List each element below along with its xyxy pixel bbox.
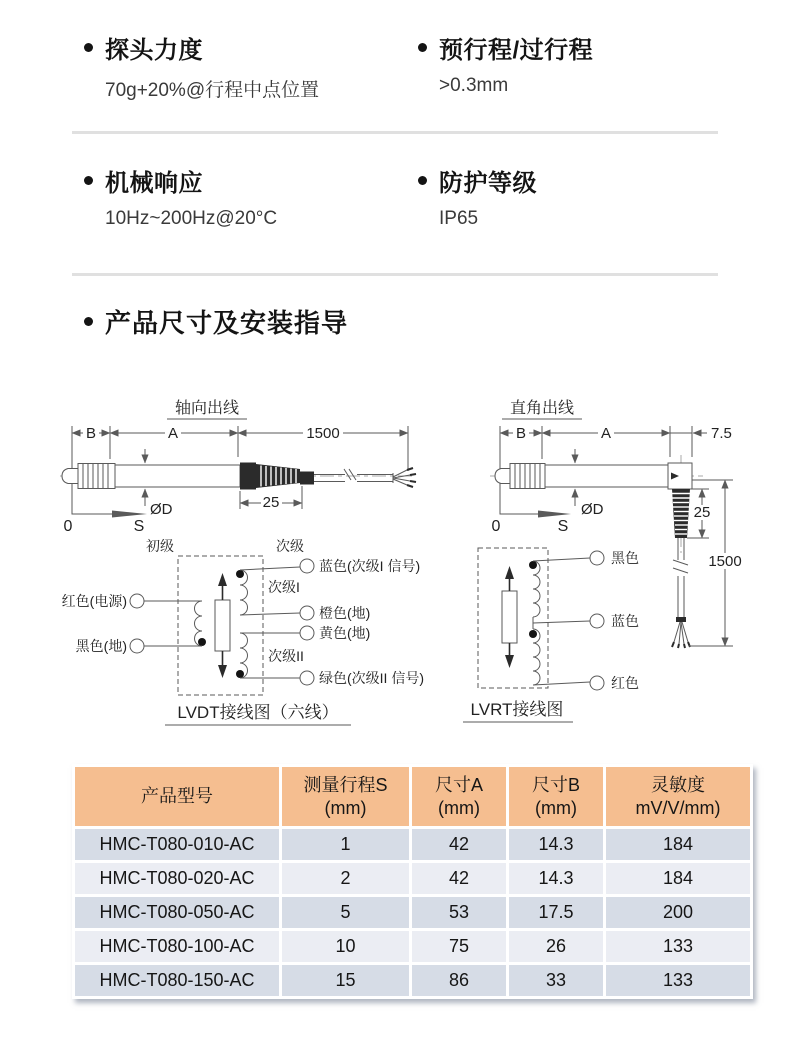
cell-dim-a: 42 <box>412 863 506 894</box>
cell-model: HMC-T080-020-AC <box>75 863 279 894</box>
wire-black-label: 黑色(地) <box>75 638 127 654</box>
sensor-body-tube <box>115 465 240 487</box>
secondary2-label: 次级II <box>268 648 304 664</box>
thread-section <box>78 464 115 489</box>
core <box>215 600 230 651</box>
wire-yellow-label: 黄色(地) <box>319 625 371 641</box>
secondary-label: 次级 <box>276 538 304 554</box>
cell-sensitivity: 133 <box>606 965 750 996</box>
right-angle-diagram-title: 直角出线 <box>509 400 575 417</box>
cell-sensitivity: 184 <box>606 863 750 894</box>
cable <box>672 538 690 648</box>
wire-red-label: 红色 <box>611 675 639 691</box>
spec-item-pretravel <box>418 30 738 97</box>
cell-travel: 15 <box>282 965 409 996</box>
cell-travel: 1 <box>282 829 409 860</box>
cell-dim-a: 86 <box>412 965 506 996</box>
terminal-green <box>300 671 314 685</box>
terminal-blue <box>590 614 604 628</box>
lvdt-wiring-diagram <box>62 538 424 725</box>
table-row <box>75 829 750 860</box>
primary-label: 初级 <box>146 538 174 554</box>
cell-dim-a: 53 <box>412 897 506 928</box>
dim-a-label: A <box>167 425 179 442</box>
header-sensitivity: 灵敏度 mV/V/mm) <box>606 767 750 826</box>
strain-relief-boot <box>256 464 300 488</box>
cable-gland <box>240 463 256 490</box>
table-header-row <box>75 767 750 826</box>
header-dim-b: 尺寸B (mm) <box>509 767 603 826</box>
probe-tip <box>62 469 78 484</box>
axial-outlet-diagram <box>60 399 416 535</box>
core <box>502 591 517 643</box>
axial-diagram-title: 轴向出线 <box>174 400 240 417</box>
header-travel: 测量行程S (mm) <box>282 767 409 826</box>
dim-cable-label: 1500 <box>306 425 340 442</box>
bullet-icon <box>418 43 427 52</box>
spec-value: >0.3mm <box>439 75 509 96</box>
dim-diameter-label: ØD <box>581 501 604 518</box>
sensor-body-tube <box>545 465 668 487</box>
bullet-icon <box>418 176 427 185</box>
stroke-label: S <box>557 518 569 535</box>
cell-dim-b: 14.3 <box>509 863 603 894</box>
wire-blue-label: 蓝色 <box>611 613 639 629</box>
thread-section <box>510 464 545 489</box>
cable <box>314 468 416 487</box>
stroke-label: S <box>133 518 145 535</box>
table-row <box>75 863 750 894</box>
terminal-yellow <box>300 626 314 640</box>
divider <box>72 131 718 134</box>
header-dim-a: 尺寸A (mm) <box>412 767 506 826</box>
lvdt-caption: LVDT接线图（六线） <box>177 703 339 722</box>
table-row <box>75 965 750 996</box>
table-row <box>75 897 750 928</box>
lvrt-caption: LVRT接线图 <box>470 700 564 719</box>
terminal-black <box>590 551 604 565</box>
dim-b-label: B <box>85 425 97 442</box>
dim-b-label: B <box>515 425 527 442</box>
cell-sensitivity: 133 <box>606 931 750 962</box>
wire-red-label: 红色(电源) <box>61 593 127 609</box>
cell-dim-b: 33 <box>509 965 603 996</box>
dim-diameter-label: ØD <box>150 501 173 518</box>
coil-upper <box>533 561 540 617</box>
dim-relief-label: 25 <box>693 504 711 521</box>
terminal-red <box>130 594 144 608</box>
origin-label: 0 <box>491 518 501 535</box>
bullet-icon <box>84 43 93 52</box>
spec-label: 机械响应 <box>105 170 203 197</box>
strain-relief-boot <box>672 489 690 538</box>
lvrt-wiring-diagram <box>463 548 639 722</box>
cell-travel: 2 <box>282 863 409 894</box>
cell-model: HMC-T080-150-AC <box>75 965 279 996</box>
cell-travel: 5 <box>282 897 409 928</box>
origin-label: 0 <box>63 518 73 535</box>
terminal-blue <box>300 559 314 573</box>
probe-tip <box>495 469 510 484</box>
spec-label: 防护等级 <box>439 170 537 197</box>
spec-label: 探头力度 <box>105 37 203 64</box>
bullet-icon <box>84 176 93 185</box>
dim-cable-label: 1500 <box>708 553 742 570</box>
cell-dim-b: 26 <box>509 931 603 962</box>
cell-sensitivity: 184 <box>606 829 750 860</box>
bullet-icon <box>84 317 93 326</box>
wire-black-label: 黑色 <box>611 550 639 566</box>
spec-value: 70g+20%@行程中点位置 <box>105 80 320 101</box>
wire-orange-label: 橙色(地) <box>319 605 371 621</box>
cell-model: HMC-T080-050-AC <box>75 897 279 928</box>
cell-dim-a: 75 <box>412 931 506 962</box>
spec-value: IP65 <box>439 208 479 229</box>
cell-dim-b: 14.3 <box>509 829 603 860</box>
cell-model: HMC-T080-010-AC <box>75 829 279 860</box>
spec-value: 10Hz~200Hz@20°C <box>105 208 278 229</box>
spec-label: 预行程/过行程 <box>439 37 594 64</box>
divider <box>72 273 718 276</box>
section-title: 产品尺寸及安装指导 <box>105 308 349 338</box>
section-title-row <box>84 303 348 340</box>
dim-a-label: A <box>600 425 612 442</box>
dim-offset-label: 7.5 <box>711 425 732 442</box>
cell-dim-a: 42 <box>412 829 506 860</box>
cell-sensitivity: 200 <box>606 897 750 928</box>
wire-green-label: 绿色(次级II 信号) <box>319 670 424 686</box>
terminal-orange <box>300 606 314 620</box>
cell-model: HMC-T080-100-AC <box>75 931 279 962</box>
cell-dim-b: 17.5 <box>509 897 603 928</box>
right-angle-outlet-diagram <box>490 399 744 648</box>
dim-relief-label: 25 <box>262 494 280 511</box>
spec-item-protection <box>418 163 738 230</box>
product-table <box>72 764 753 999</box>
spec-item-mech-response <box>84 163 404 230</box>
header-model: 产品型号 <box>75 767 279 826</box>
terminal-black <box>130 639 144 653</box>
cell-travel: 10 <box>282 931 409 962</box>
wire-blue-label: 蓝色(次级I 信号) <box>319 558 421 574</box>
table-row <box>75 931 750 962</box>
spec-item-probe-force <box>84 30 404 102</box>
secondary1-label: 次级I <box>268 579 300 595</box>
dimension-diagrams <box>55 393 755 741</box>
terminal-red <box>590 676 604 690</box>
